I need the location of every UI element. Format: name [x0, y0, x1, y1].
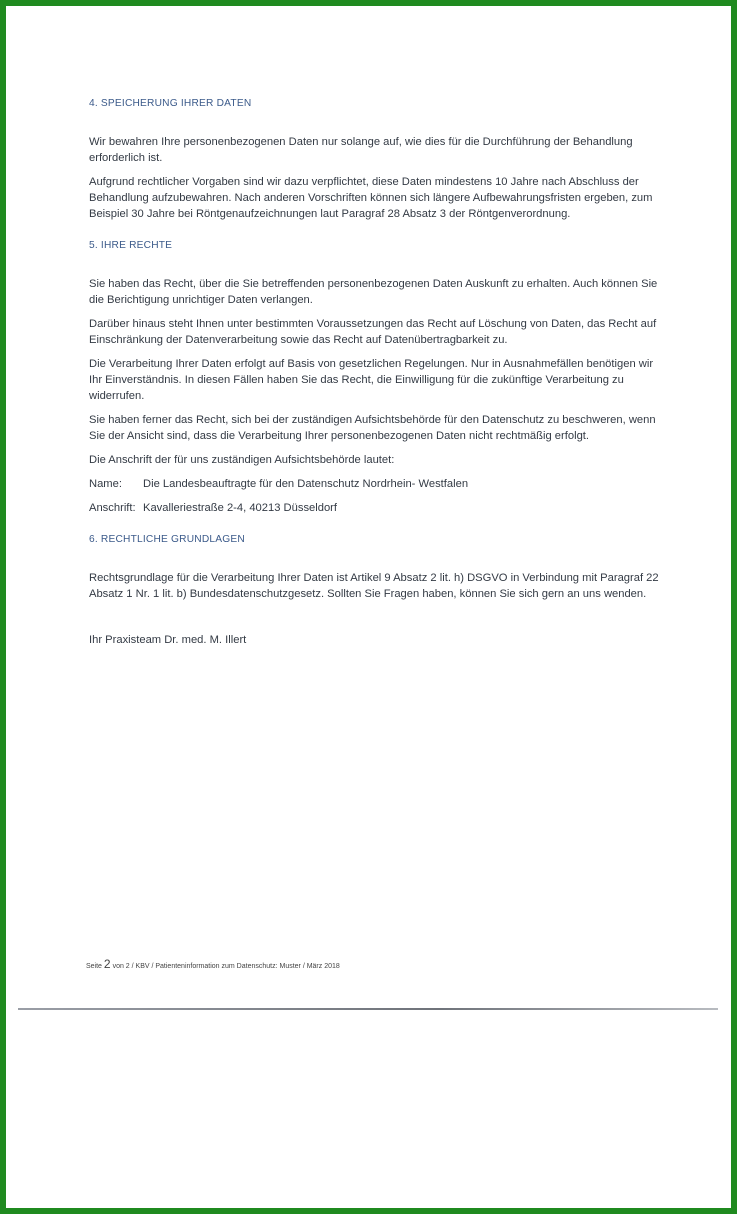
section-5-paragraph-3: Die Verarbeitung Ihrer Daten erfolgt auf Basis von gesetzlichen Regelungen. Nur in Ausnahmefällen benötigen wir Ihr Einverständnis. In diesen Fällen haben Sie das Recht, die Einwilligung für die zukünftige Verarbeitung zu widerrufen. — [89, 358, 654, 402]
bottom-divider — [18, 1008, 718, 1010]
authority-name-value: Die Landesbeauftragte für den Datenschutz Nordrhein- Westfalen — [143, 478, 469, 490]
section-4-heading: 4. SPEICHERUNG IHRER DATEN — [89, 98, 252, 109]
section-4-paragraph-1: Wir bewahren Ihre personenbezogenen Daten nur solange auf, wie dies für die Durchführung der Behandlung erforderlich ist. — [89, 136, 633, 164]
section-6-paragraph: Rechtsgrundlage für die Verarbeitung Ihrer Daten ist Artikel 9 Absatz 2 lit. h) DSGVO in Verbindung mit Paragraf 22 Absatz 1 Nr. 1 lit. b) Bundesdatenschutzgesetz. Sollten Sie Fragen haben, können Sie sich gern an uns wenden. — [89, 572, 659, 600]
authority-name-label: Name: — [89, 478, 122, 490]
page-footer — [86, 957, 340, 971]
signature: Ihr Praxisteam Dr. med. M. Illert — [89, 634, 247, 646]
section-4-paragraph-2: Aufgrund rechtlicher Vorgaben sind wir dazu verpflichtet, diese Daten mindestens 10 Jahre nach Abschluss der Behandlung aufzubewahren. Nach anderen Vorschriften können sich längere Aufbewahrungsfristen ergeben, zum Beispiel 30 Jahre bei Röntgenaufzeichnungen laut Paragraf 28 Absatz 3 der Röntgenverordnung. — [89, 176, 653, 220]
authority-address-row — [89, 500, 669, 516]
section-5-paragraph-2: Darüber hinaus steht Ihnen unter bestimmten Voraussetzungen das Recht auf Löschung von Daten, das Recht auf Einschränkung der Datenverarbeitung sowie das Recht auf Datenübertragbarkeit zu. — [89, 318, 657, 346]
section-5-paragraph-5: Die Anschrift der für uns zuständigen Aufsichtsbehörde lautet: — [89, 454, 395, 466]
section-5-heading: 5. IHRE RECHTE — [89, 240, 173, 251]
authority-name-row — [89, 476, 669, 492]
document-body — [89, 96, 669, 648]
authority-address-label: Anschrift: — [89, 502, 136, 514]
section-5-paragraph-1: Sie haben das Recht, über die Sie betreffenden personenbezogenen Daten Auskunft zu erhalten. Auch können Sie die Berichtigung unrichtiger Daten verlangen. — [89, 278, 658, 306]
footer-suffix: von 2 / KBV / Patienteninformation zum Datenschutz: Muster / März 2018 — [112, 963, 340, 970]
section-6-heading: 6. RECHTLICHE GRUNDLAGEN — [89, 534, 245, 545]
footer-prefix: Seite — [86, 963, 102, 970]
footer-page-number: 2 — [103, 957, 111, 971]
authority-address-value: Kavalleriestraße 2-4, 40213 Düsseldorf — [143, 502, 338, 514]
section-5-paragraph-4: Sie haben ferner das Recht, sich bei der zuständigen Aufsichtsbehörde für den Datenschutz zu beschweren, wenn Sie der Ansicht sind, dass die Verarbeitung Ihrer personenbezogenen Daten nicht rechtmäßig erfolgt. — [89, 414, 656, 442]
